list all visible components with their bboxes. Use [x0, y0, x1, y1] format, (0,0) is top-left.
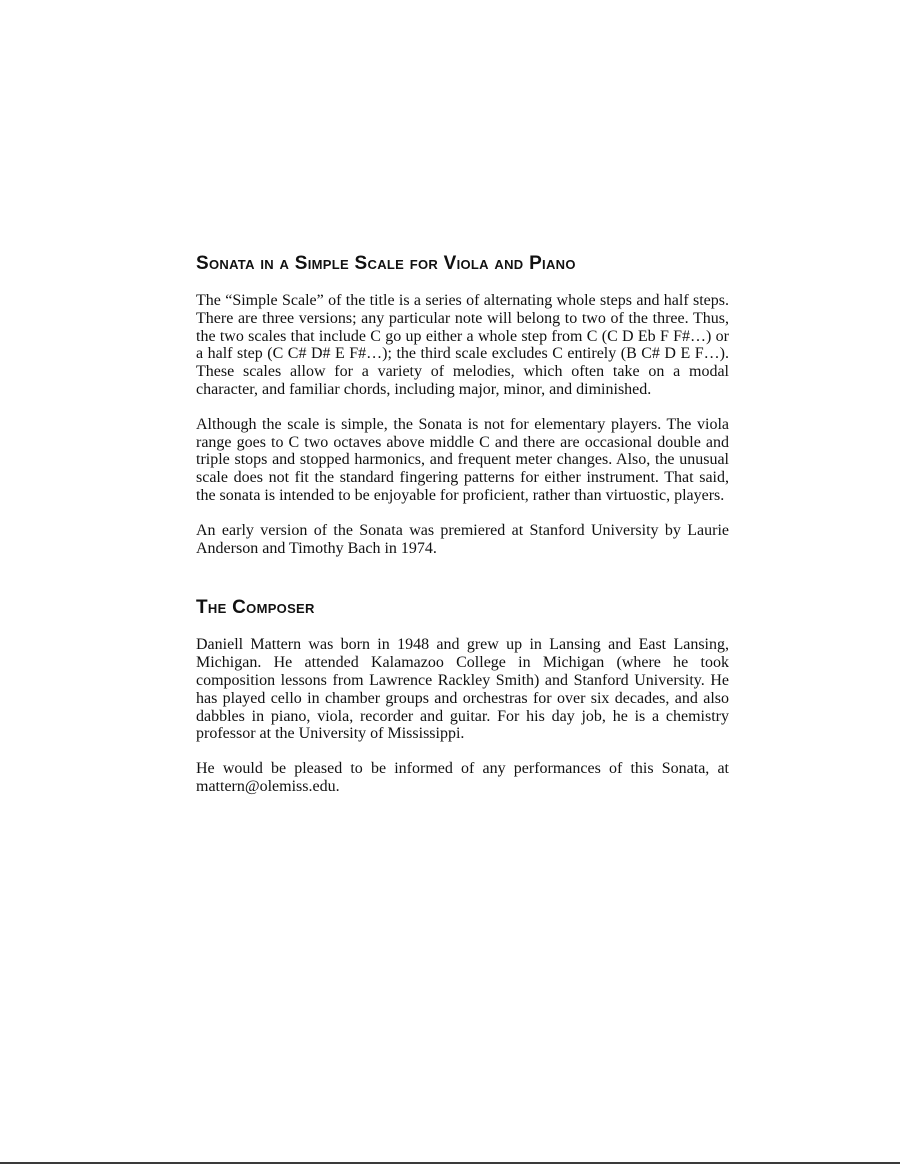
sonata-section — [196, 252, 729, 557]
composer-section — [196, 596, 729, 795]
premiere-paragraph: An early version of the Sonata was premiered at Stanford University by Laurie Anderson and Timothy Bach in 1974. — [196, 521, 729, 557]
section-spacer — [196, 574, 729, 596]
scale-description-paragraph: The “Simple Scale” of the title is a series of alternating whole steps and half steps. There are three versions; any particular note will belong to two of the three. Thus, the two scales that include C go up either a whole step from C (C D Eb F F#…) or a half step (C C# D# E F#…); the third scale excludes C entirely (B C# D E F…). These scales allow for a variety of melodies, which often take on a modal character, and familiar chords, including major, minor, and diminished. — [196, 292, 729, 398]
composer-bio-paragraph: Daniell Mattern was born in 1948 and grew up in Lansing and East Lansing, Michigan. He attended Kalamazoo College in Michigan (where he took composition lessons from Lawrence Rackley Smith) and Stanford University. He has played cello in chamber groups and orchestras for over six decades, and also dabbles in piano, viola, recorder and guitar. For his day job, he is a chemistry professor at the University of Mississippi. — [196, 636, 729, 743]
contact-paragraph: He would be pleased to be informed of any performances of this Sonata, at mattern@olemiss.edu. — [196, 760, 729, 795]
composer-heading: The Composer — [196, 597, 315, 619]
sonata-heading: Sonata in a Simple Scale for Viola and Piano — [196, 253, 576, 274]
difficulty-paragraph: Although the scale is simple, the Sonata is not for elementary players. The viola range goes to C two octaves above middle C and there are occasional double and triple stops and stopped harmonics, and frequent meter changes. Also, the unusual scale does not fit the standard fingering patterns for either instrument. That said, the sonata is intended to be enjoyable for proficient, rather than virtuostic, players. — [196, 415, 729, 504]
page-content — [196, 252, 729, 813]
